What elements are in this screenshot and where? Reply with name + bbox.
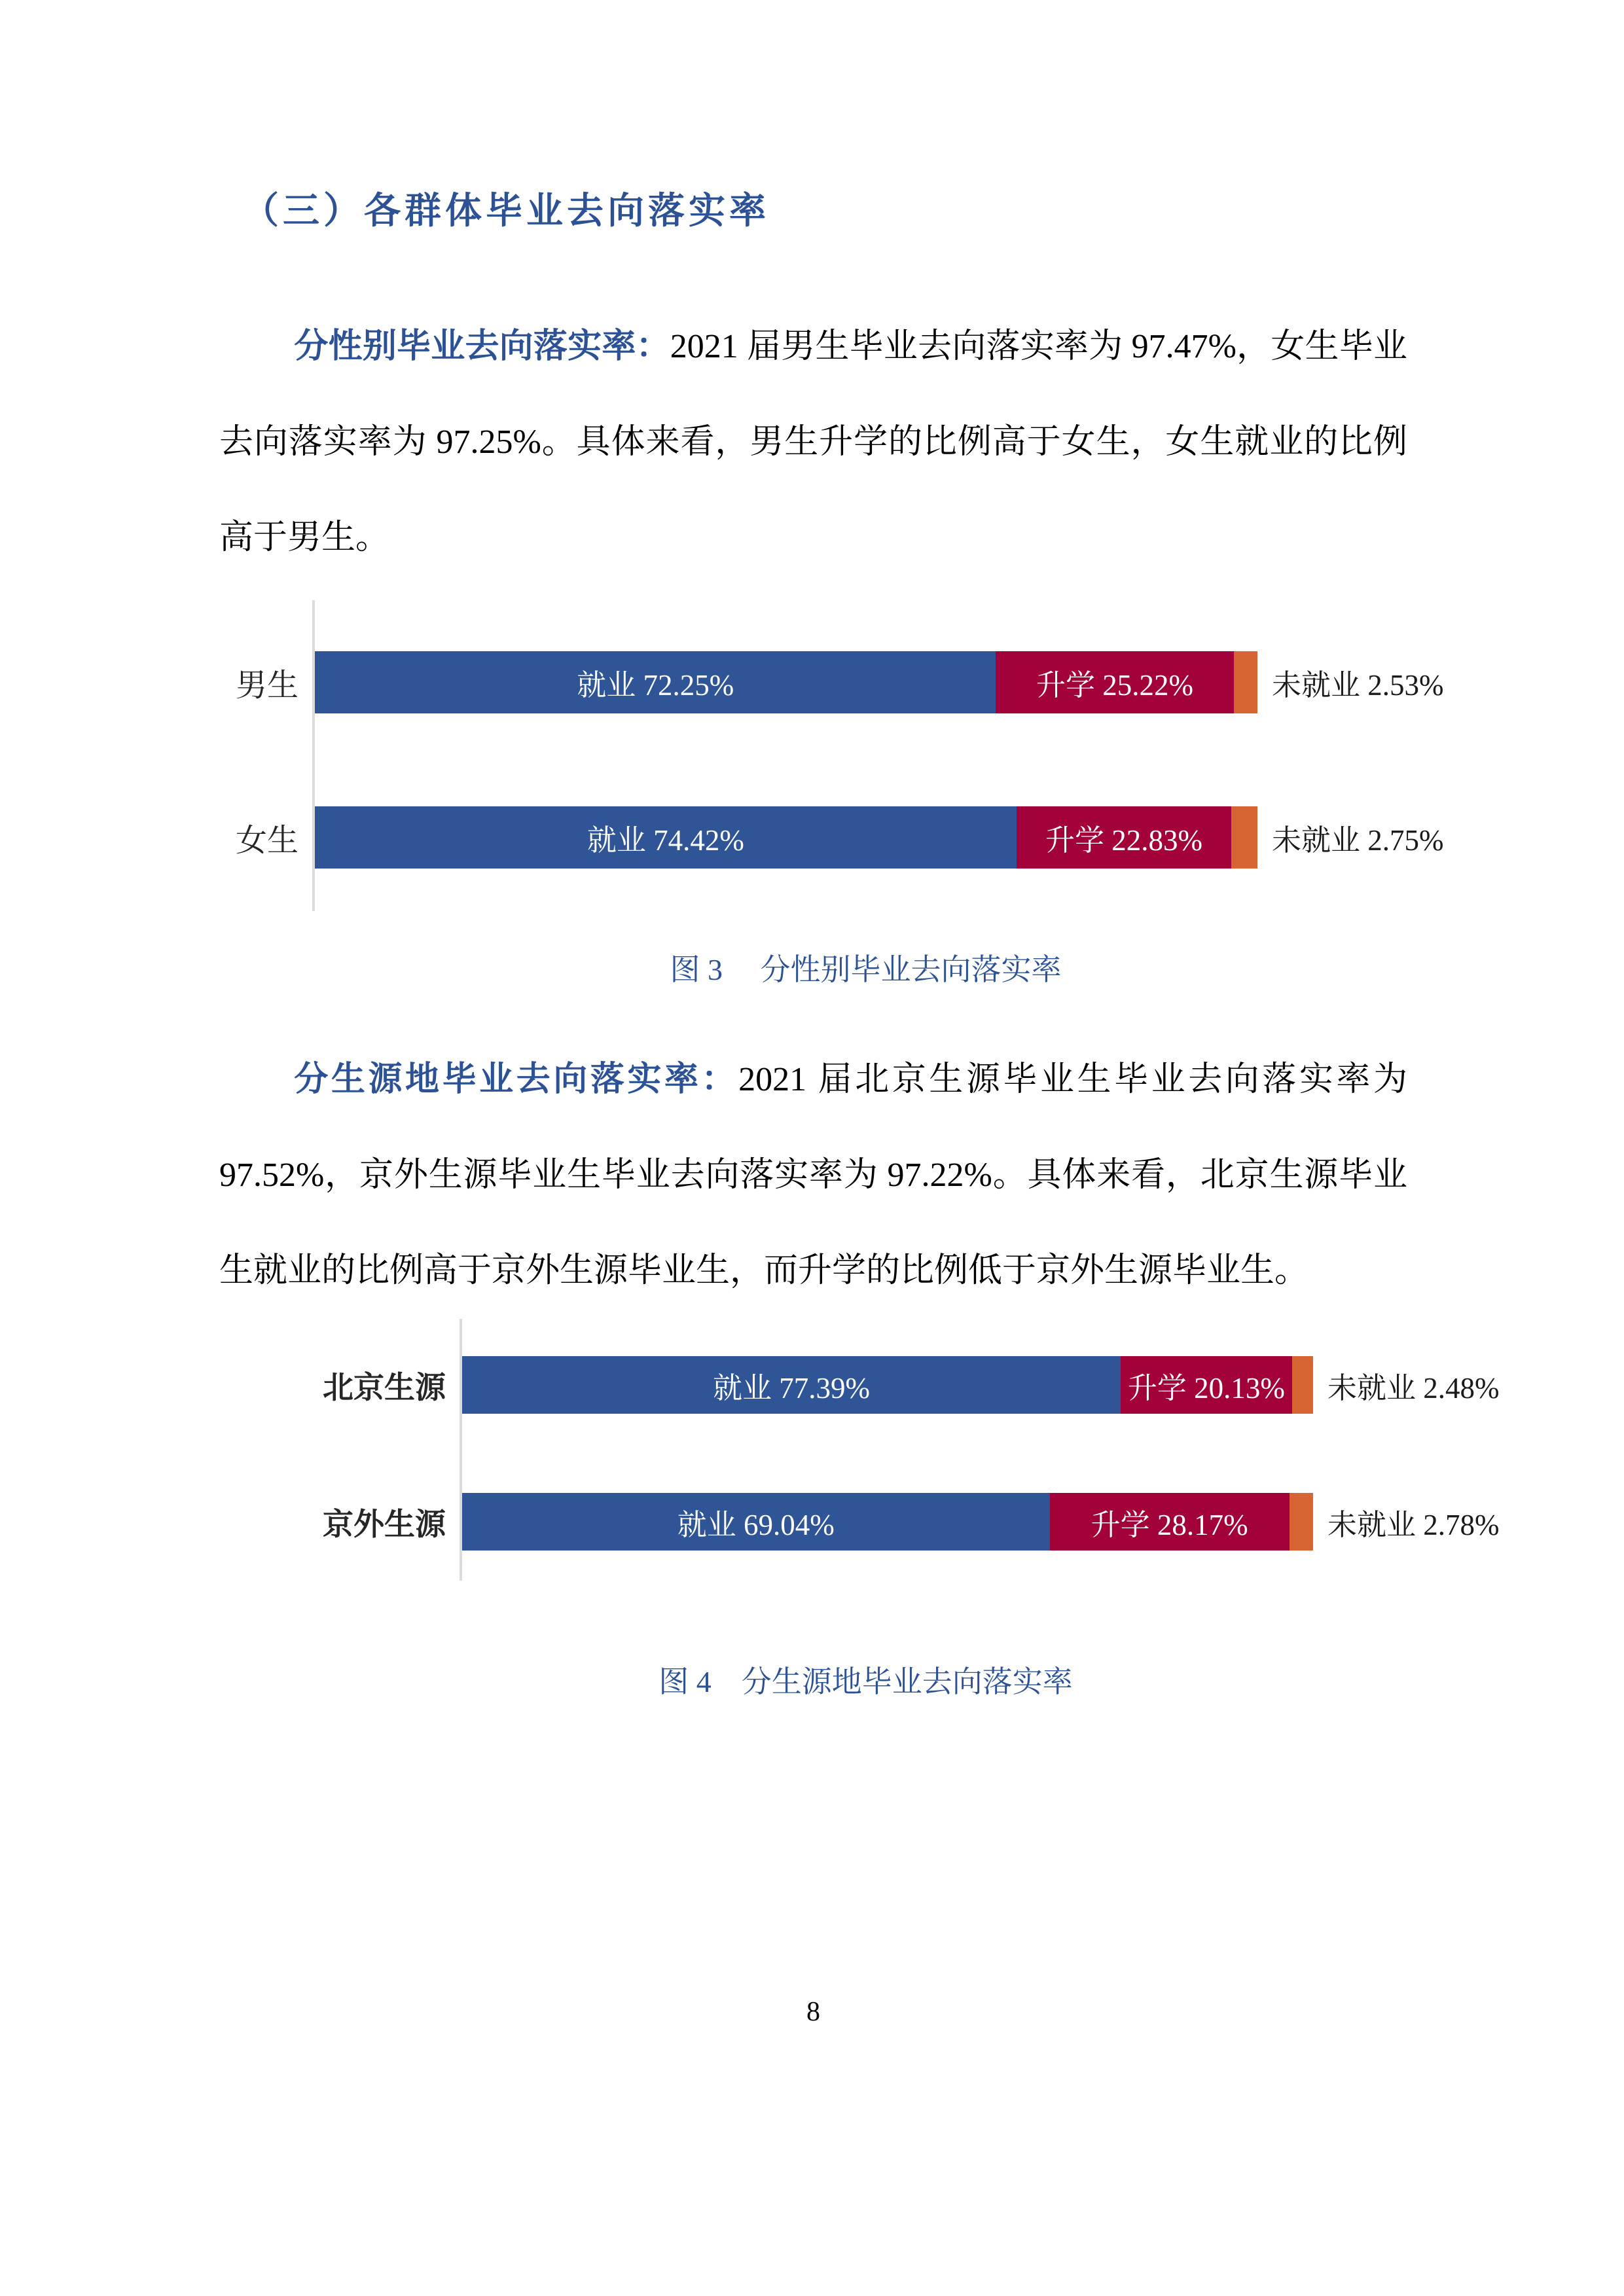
chart-row-beijing <box>281 1356 1500 1414</box>
chart-by-origin <box>281 1319 1500 1581</box>
category-label-beijing: 北京生源 <box>323 1371 446 1405</box>
bar-segment-unemployed <box>1234 651 1257 713</box>
outside-label-unemployed: 未就业 2.75% <box>1272 824 1444 857</box>
paragraph-origin-body: 2021 届北京生源毕业生毕业去向落实率为 97.52%，京外生源毕业生毕业去向落实率为 97.22%。具体来看，北京生源毕业生就业的比例高于京外生源毕业生，而升学的比例低于京外生源毕业生。 <box>219 1061 1407 1289</box>
bar-segment-further-study <box>1121 1356 1292 1414</box>
chart-by-gender <box>236 600 1444 911</box>
segment-label-employed: 就业 69.04% <box>677 1508 835 1541</box>
section-heading: （三）各群体毕业去向落实率 <box>242 191 770 232</box>
figure4-caption: 图 4 分生源地毕业去向落实率 <box>659 1665 1073 1698</box>
bar-segment-further-study <box>1050 1493 1290 1551</box>
segment-label-further-study: 升学 20.13% <box>1127 1371 1285 1405</box>
bar-segment-unemployed <box>1292 1356 1313 1414</box>
category-label-female: 女生 <box>236 823 299 858</box>
outside-label-unemployed: 未就业 2.48% <box>1327 1371 1500 1405</box>
segment-label-further-study: 升学 25.22% <box>1036 669 1193 702</box>
stacked-bar-male <box>315 651 1257 713</box>
figure3-caption: 图 3 分性别毕业去向落实率 <box>670 953 1062 986</box>
stacked-bar-non-beijing <box>462 1493 1313 1551</box>
segment-label-employed: 就业 74.42% <box>586 824 744 857</box>
segment-label-further-study: 升学 28.17% <box>1091 1508 1248 1541</box>
chart-row-female <box>236 806 1444 869</box>
stacked-bar-beijing <box>462 1356 1313 1414</box>
outside-label-unemployed: 未就业 2.78% <box>1327 1508 1500 1541</box>
bar-segment-employed <box>462 1356 1121 1414</box>
segment-label-further-study: 升学 22.83% <box>1045 824 1203 857</box>
paragraph-gender-body: 2021 届男生毕业去向落实率为 97.47%，女生毕业去向落实率为 97.25%。具体来看，男生升学的比例高于女生，女生就业的比例高于男生。 <box>219 328 1407 556</box>
bar-segment-employed <box>462 1493 1050 1551</box>
segment-label-employed: 就业 72.25% <box>577 669 734 702</box>
outside-label-unemployed: 未就业 2.53% <box>1272 669 1444 702</box>
paragraph-origin <box>219 1032 1407 1319</box>
stacked-bar-female <box>315 806 1257 869</box>
page-number: 8 <box>806 1997 820 2027</box>
bar-segment-unemployed <box>1231 806 1257 869</box>
chart-row-non-beijing <box>281 1493 1500 1551</box>
bar-segment-further-study <box>1017 806 1232 869</box>
paragraph-gender <box>219 299 1407 586</box>
bar-segment-employed <box>315 651 996 713</box>
bar-segment-unemployed <box>1290 1493 1313 1551</box>
bar-segment-employed <box>315 806 1017 869</box>
paragraph-gender-lead: 分性别毕业去向落实率： <box>294 328 670 365</box>
category-label-non-beijing: 京外生源 <box>323 1507 446 1542</box>
category-label-male: 男生 <box>236 668 299 703</box>
segment-label-employed: 就业 77.39% <box>713 1371 871 1405</box>
bar-segment-further-study <box>996 651 1233 713</box>
chart-row-male <box>236 651 1444 713</box>
paragraph-origin-lead: 分生源地毕业去向落实率： <box>294 1061 739 1098</box>
